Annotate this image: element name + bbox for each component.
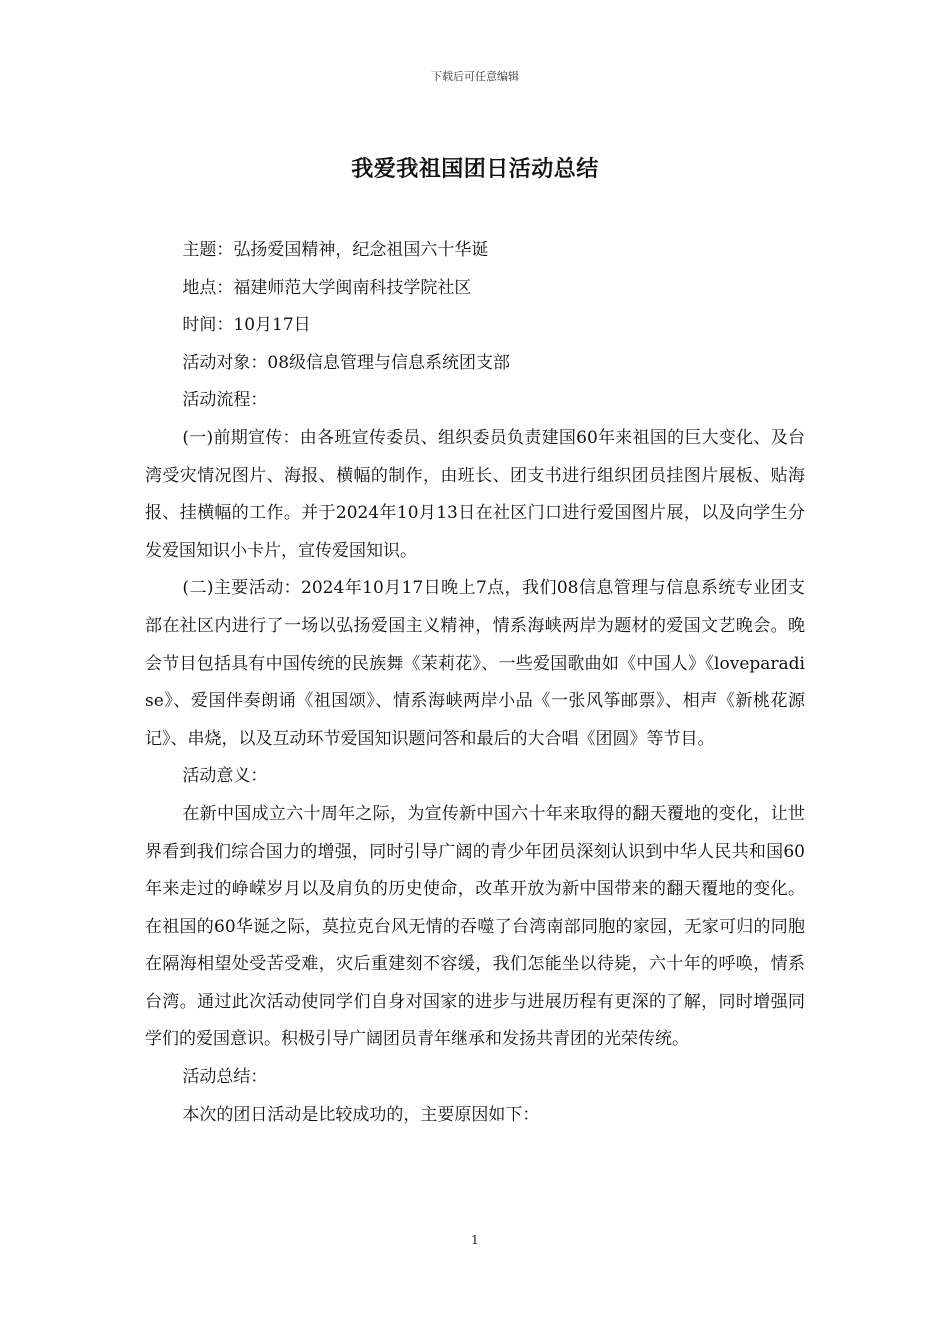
paragraph-summary-heading: 活动总结： [182,1067,268,1088]
paragraph-summary: 本次的团日活动是比较成功的，主要原因如下： [182,1104,540,1125]
paragraph-process-heading: 活动流程： [182,390,268,411]
paragraph-significance-heading: 活动意义： [182,766,268,787]
paragraph-promotion: (一)前期宣传：由各班宣传委员、组织委员负责建国60年来祖国的巨大变化、及台湾受灾情况图片、海报、横幅的制作，由班长、团支书进行组织团员挂图片展板、贴海报、挂横幅的工作。并于2024年10月13日在社区门口进行爱国图片展，以及向学生分发爱国知识小卡片，宣传爱国知识。 [145,427,805,561]
paragraph-theme: 主题：弘扬爱国精神，纪念祖国六十华诞 [182,240,489,260]
paragraph-main-activity: (二)主要活动：2024年10月17日晚上7点，我们08信息管理与信息系统专业团支部在社区内进行了一场以弘扬爱国主义精神，情系海峡两岸为题材的爱国文艺晚会。晚会节目包括具有中国传统的民族舞《茉莉花》、一些爱国歌曲如《中国人》《loveparadise》、爱国伴奏朗诵《祖国颂》、情系海峡两岸小品《一张风筝邮票》、相声《新桃花源记》、串烧，以及互动环节爱国知识题问答和最后的大合唱《团圆》等节目。 [145,578,805,749]
document-body [145,232,805,1134]
paragraph-significance: 在新中国成立六十周年之际，为宣传新中国六十年来取得的翻天覆地的变化，让世界看到我们综合国力的增强，同时引导广阔的青少年团员深刻认识到中华人民共和国60年来走过的峥嵘岁月以及肩负的历史使命，改革开放为新中国带来的翻天覆地的变化。在祖国的60华诞之际，莫拉克台风无情的吞噬了台湾南部同胞的家园，无家可归的同胞在隔海相望处受苦受难，灾后重建刻不容缓，我们怎能坐以待毙，六十年的呼唤，情系台湾。通过此次活动使同学们自身对国家的进步与进展历程有更深的了解，同时增强同学们的爱国意识。积极引导广阔团员青年继承和发扬共青团的光荣传统。 [145,803,805,1050]
page-number: 1 [471,1233,479,1247]
paragraph-audience: 活动对象：08级信息管理与信息系统团支部 [182,352,511,373]
header-note: 下载后可任意编辑 [431,70,519,83]
paragraph-time: 时间：10月17日 [182,315,311,336]
paragraph-location: 地点：福建师范大学闽南科技学院社区 [182,277,472,298]
document-title: 我爱我祖国团日活动总结 [351,156,599,182]
